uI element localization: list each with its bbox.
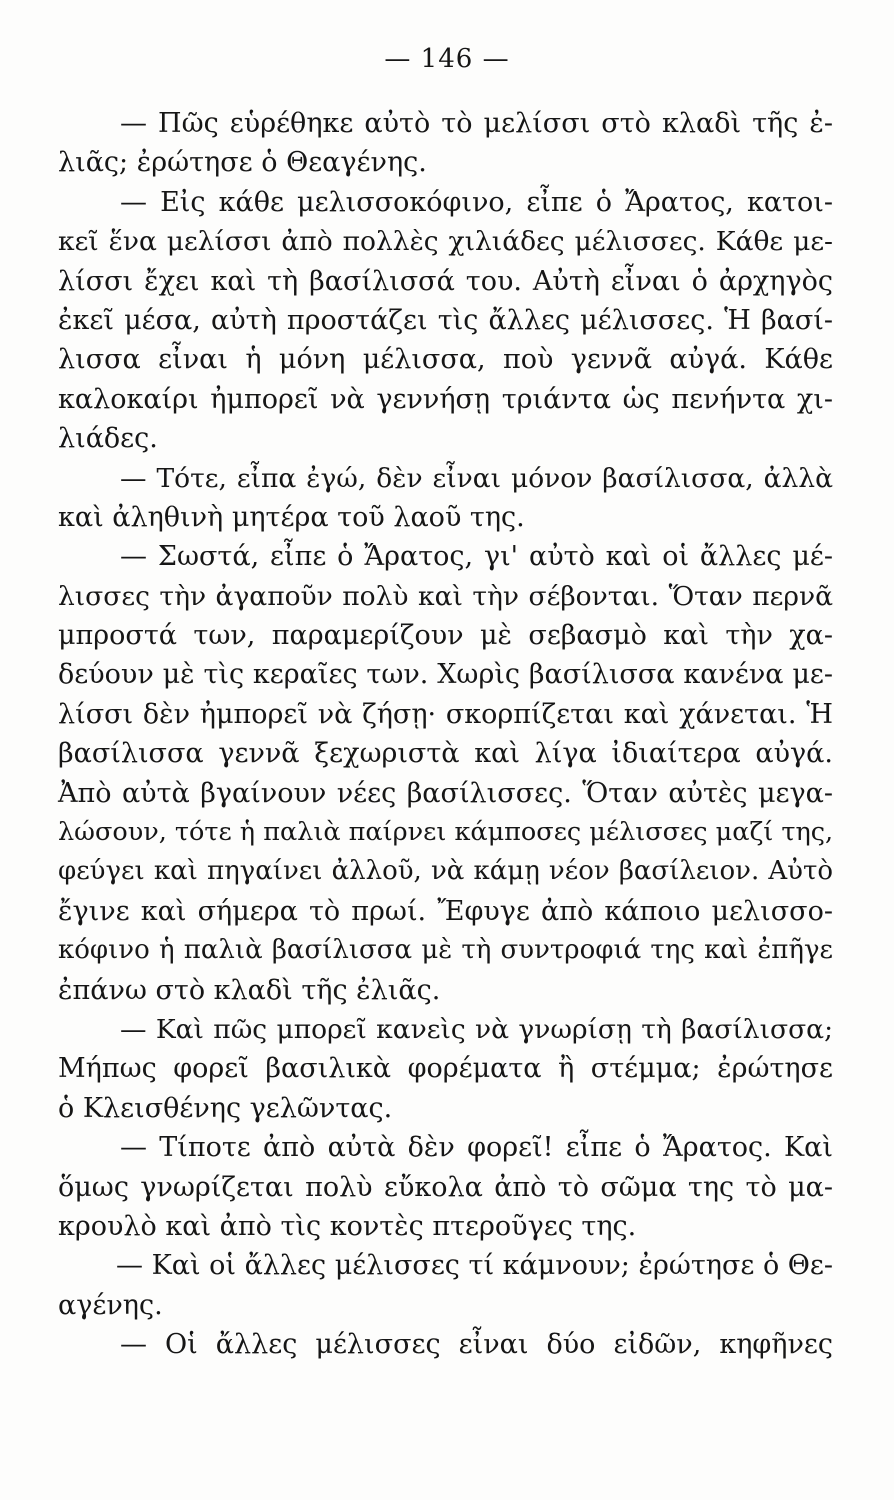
text-line: ἐπάνω στὸ κλαδὶ τῆς ἐλιᾶς.	[58, 974, 441, 1006]
text-line: λιᾶς; ἐρώτησε ὁ Θεαγένης.	[58, 147, 427, 179]
text-line: λίσσι δὲν ἠμπορεῖ νὰ ζήσῃ· σκορπίζεται καὶ χάνεται. Ἡ	[58, 698, 833, 730]
page-number: — 146 —	[384, 44, 510, 74]
text-line: ἔγινε καὶ σήμερα τὸ πρωί. Ἔφυγε ἀπὸ κάποιο μελισσο-	[58, 895, 833, 927]
text-line: Μήπως φορεῖ βασιλικὰ φορέματα ἢ στέμμα; ἐρώτησε	[58, 1053, 833, 1085]
text-line: μπροστά των, παραμερίζουν μὲ σεβασμὸ καὶ τὴν χα-	[58, 620, 833, 652]
text-line: κρουλὸ καὶ ἀπὸ τὶς κοντὲς πτεροῦγες της.	[58, 1210, 637, 1242]
text-line: βασίλισσα γεννᾶ ξεχωριστὰ καὶ λίγα ἰδιαίτερα αὐγά.	[58, 738, 833, 770]
body-text	[58, 104, 833, 1365]
text-line: — Σωστά, εἶπε ὁ Ἄρατος, γι' αὐτὸ καὶ οἱ ἄλλες μέ-	[120, 541, 833, 573]
text-line: καὶ ἀληθινὴ μητέρα τοῦ λαοῦ της.	[58, 501, 525, 533]
text-line: λισσες τὴν ἀγαποῦν πολὺ καὶ τὴν σέβονται. Ὅταν περνᾶ	[58, 580, 833, 612]
text-line: ὁ Κλεισθένης γελῶντας.	[58, 1092, 393, 1124]
text-line: φεύγει καὶ πηγαίνει ἀλλοῦ, νὰ κάμῃ νέον βασίλειον. Αὐτὸ	[58, 856, 833, 887]
text-line: καλοκαίρι ἠμπορεῖ νὰ γεννήσῃ τριάντα ὡς πενήντα χι-	[58, 383, 833, 415]
text-line: — Καὶ πῶς μπορεῖ κανεὶς νὰ γνωρίσῃ τὴ βασίλισσα;	[120, 1013, 833, 1045]
text-line: — Πῶς εὑρέθηκε αὐτὸ τὸ μελίσσι στὸ κλαδὶ τῆς ἐ-	[120, 108, 833, 139]
text-line: Ἀπὸ αὐτὰ βγαίνουν νέες βασίλισσες. Ὅταν αὐτὲς μεγα-	[58, 777, 833, 809]
text-line: — Καὶ οἱ ἄλλες μέλισσες τί κάμνουν; ἐρώτησε ὁ Θε-	[116, 1250, 834, 1282]
text-line: ἐκεῖ μέσα, αὐτὴ προστάζει τὶς ἄλλες μέλισσες. Ἡ βασί-	[58, 304, 833, 336]
text-line: κόφινο ἡ παλιὰ βασίλισσα μὲ τὴ συντροφιά της καὶ ἐπῆγε	[58, 935, 833, 966]
text-line: λισσα εἶναι ἡ μόνη μέλισσα, ποὺ γεννᾶ αὐγά. Κάθε	[58, 344, 833, 376]
text-line: λίσσι ἔχει καὶ τὴ βασίλισσά του. Αὐτὴ εἶναι ὁ ἀρχηγὸς	[58, 265, 833, 297]
text-line: — Τίποτε ἀπὸ αὐτὰ δὲν φορεῖ! εἶπε ὁ Ἄρατος. Καὶ	[120, 1132, 833, 1164]
text-line: — Εἰς κάθε μελισσοκόφινο, εἶπε ὁ Ἄρατος, κατοι-	[120, 186, 833, 218]
text-line: δεύουν μὲ τὶς κεραῖες των. Χωρὶς βασίλισσα κανένα με-	[58, 659, 833, 691]
text-line: κεῖ ἕνα μελίσσι ἀπὸ πολλὲς χιλιάδες μέλισσες. Κάθε με-	[58, 226, 833, 258]
text-line: ὅμως γνωρίζεται πολὺ εὔκολα ἀπὸ τὸ σῶμα της τὸ μα-	[58, 1171, 833, 1203]
text-line: λώσουν, τότε ἡ παλιὰ παίρνει κάμποσες μέλισσες μαζί της,	[58, 817, 834, 848]
text-line: — Τότε, εἶπα ἐγώ, δὲν εἶναι μόνον βασίλισσα, ἀλλὰ	[120, 462, 833, 494]
text-line: λιάδες.	[58, 423, 158, 455]
text-line: αγένης.	[58, 1289, 163, 1321]
text-line: — Οἱ ἄλλες μέλισσες εἶναι δύο εἰδῶν, κηφῆνες	[120, 1329, 833, 1361]
